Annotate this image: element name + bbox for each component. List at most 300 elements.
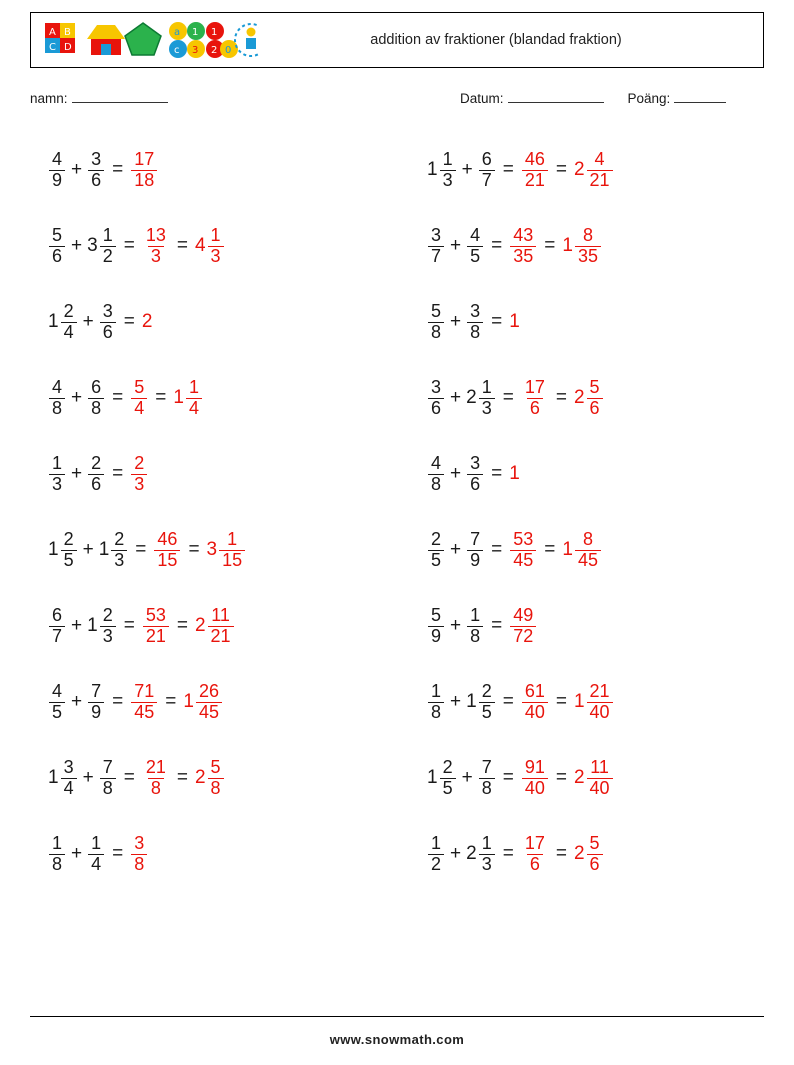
denominator: 8	[49, 854, 65, 874]
equals-symbol: =	[176, 615, 188, 636]
term-fraction	[99, 302, 117, 342]
answer	[130, 682, 158, 722]
numerator: 61	[524, 681, 545, 702]
denominator: 45	[510, 550, 536, 570]
numerator: 2	[114, 529, 125, 550]
answer-whole: 1	[562, 539, 573, 561]
footer-divider	[30, 1016, 764, 1017]
answer	[521, 682, 549, 722]
term-fraction	[60, 530, 78, 570]
term-fraction	[48, 682, 66, 722]
problem-row	[427, 816, 764, 892]
equals-symbol: =	[491, 539, 503, 560]
equals-symbol: =	[135, 539, 147, 560]
problem-row	[427, 512, 764, 588]
term-whole: 1	[48, 311, 59, 332]
numerator: 1	[52, 453, 63, 474]
svg-text:A: A	[49, 27, 56, 38]
numerator: 5	[52, 225, 63, 246]
plus-symbol: +	[461, 159, 473, 180]
answer	[195, 606, 235, 646]
numerator: 8	[582, 225, 593, 246]
answer-fraction	[185, 378, 203, 418]
term-fraction	[478, 834, 496, 874]
answer	[574, 150, 614, 190]
answer-whole: 2	[573, 843, 585, 865]
numerator: 5	[431, 605, 442, 626]
denominator: 3	[440, 170, 456, 190]
term-whole: 1	[48, 767, 59, 788]
problem-row	[427, 360, 764, 436]
numerator: 3	[91, 149, 102, 170]
answer-whole: 2	[141, 311, 153, 332]
denominator: 3	[111, 550, 127, 570]
denominator: 6	[587, 398, 603, 418]
answer	[509, 606, 537, 646]
equals-symbol: =	[544, 539, 556, 560]
term-fraction	[87, 682, 105, 722]
denominator: 8	[428, 702, 444, 722]
numerator: 3	[431, 225, 442, 246]
denominator: 6	[49, 246, 65, 266]
score-input-blank[interactable]	[674, 90, 726, 103]
plus-symbol: +	[71, 615, 83, 636]
term-fraction	[99, 606, 117, 646]
numerator: 2	[102, 605, 113, 626]
denominator: 9	[467, 550, 483, 570]
equals-symbol: =	[112, 843, 124, 864]
answer	[521, 378, 549, 418]
svg-text:C: C	[49, 42, 56, 53]
numerator: 5	[210, 757, 221, 778]
term-whole: 1	[98, 539, 110, 560]
term-fraction	[99, 758, 117, 798]
svg-text:a: a	[174, 27, 181, 38]
answer-fraction	[142, 226, 170, 266]
problem-row	[427, 132, 764, 208]
equals-symbol: =	[176, 767, 188, 788]
equals-symbol: =	[544, 235, 556, 256]
denominator: 40	[522, 702, 548, 722]
denominator: 8	[208, 778, 224, 798]
numerator: 6	[52, 605, 63, 626]
numerator: 5	[134, 377, 145, 398]
numerator: 1	[431, 833, 442, 854]
denominator: 18	[131, 170, 157, 190]
answer	[574, 834, 604, 874]
answer	[142, 758, 170, 798]
term-fraction	[466, 454, 484, 494]
denominator: 7	[479, 170, 495, 190]
answer-fraction	[509, 606, 537, 646]
denominator: 3	[208, 246, 224, 266]
numerator: 4	[52, 149, 63, 170]
numerator: 3	[470, 453, 481, 474]
problem-row	[427, 664, 764, 740]
denominator: 6	[527, 398, 543, 418]
numerator: 2	[431, 529, 442, 550]
plus-symbol: +	[450, 311, 462, 332]
numerator: 53	[513, 529, 534, 550]
denominator: 40	[587, 702, 613, 722]
numerator: 1	[188, 377, 199, 398]
denominator: 21	[208, 626, 234, 646]
plus-symbol: +	[450, 539, 462, 560]
equals-symbol: =	[502, 767, 514, 788]
answer-fraction	[218, 530, 246, 570]
term-fraction	[466, 530, 484, 570]
answer-fraction	[130, 834, 148, 874]
equals-symbol: =	[188, 539, 200, 560]
answer-fraction	[130, 454, 148, 494]
term-fraction	[60, 302, 78, 342]
svg-text:B: B	[64, 27, 71, 38]
answer	[521, 834, 549, 874]
term-fraction	[466, 302, 484, 342]
answer-fraction	[586, 378, 604, 418]
problem-row	[48, 360, 397, 436]
numerator: 3	[102, 301, 113, 322]
svg-text:1: 1	[211, 27, 218, 38]
answer	[130, 378, 148, 418]
answer	[509, 311, 521, 333]
denominator: 72	[510, 626, 536, 646]
term-fraction	[427, 834, 445, 874]
numerator: 4	[431, 453, 442, 474]
answer-fraction	[130, 150, 158, 190]
numerator: 5	[589, 377, 600, 398]
term-fraction	[466, 226, 484, 266]
date-label: Datum:	[460, 91, 504, 106]
denominator: 21	[587, 170, 613, 190]
answer-fraction	[130, 378, 148, 418]
denominator: 6	[527, 854, 543, 874]
term-fraction	[87, 834, 105, 874]
equals-symbol: =	[176, 235, 188, 256]
numerator: 91	[524, 757, 545, 778]
plus-symbol: +	[71, 463, 83, 484]
term-fraction	[99, 226, 117, 266]
answer-fraction	[153, 530, 181, 570]
problem-row	[427, 740, 764, 816]
answer	[173, 378, 203, 418]
term-fraction	[48, 454, 66, 494]
term-fraction	[427, 302, 445, 342]
plus-symbol: +	[71, 691, 83, 712]
plus-symbol: +	[450, 387, 462, 408]
numerator: 4	[470, 225, 481, 246]
term-fraction	[48, 606, 66, 646]
svg-text:3: 3	[192, 45, 199, 56]
numerator: 17	[524, 377, 545, 398]
denominator: 4	[61, 322, 77, 342]
answer	[574, 682, 614, 722]
numerator: 8	[582, 529, 593, 550]
svg-text:D: D	[64, 42, 72, 53]
answer	[521, 758, 549, 798]
numerator: 11	[211, 605, 230, 626]
numerator: 17	[134, 149, 155, 170]
problem-row	[48, 588, 397, 664]
plus-symbol: +	[450, 615, 462, 636]
term-fraction	[87, 150, 105, 190]
denominator: 4	[186, 398, 202, 418]
denominator: 7	[428, 246, 444, 266]
answer	[195, 226, 225, 266]
answer-fraction	[574, 226, 602, 266]
numerator: 1	[52, 833, 63, 854]
equals-symbol: =	[155, 387, 167, 408]
equals-symbol: =	[502, 159, 514, 180]
equals-symbol: =	[555, 691, 567, 712]
answer	[574, 758, 614, 798]
numerator: 2	[442, 757, 453, 778]
info-row	[30, 90, 764, 106]
answer	[142, 606, 170, 646]
answer-fraction	[509, 226, 537, 266]
answer-fraction	[521, 834, 549, 874]
denominator: 3	[49, 474, 65, 494]
problem-row	[48, 740, 397, 816]
numerator: 21	[589, 681, 610, 702]
plus-symbol: +	[71, 159, 83, 180]
problem-row	[48, 512, 397, 588]
denominator: 4	[88, 854, 104, 874]
numerator: 4	[52, 681, 63, 702]
answer-fraction	[130, 682, 158, 722]
problem-columns	[30, 132, 764, 892]
answer-fraction	[207, 606, 235, 646]
term-fraction	[48, 378, 66, 418]
answer	[195, 758, 225, 798]
problem-row	[48, 208, 397, 284]
term-fraction	[87, 454, 105, 494]
equals-symbol: =	[555, 843, 567, 864]
equals-symbol: =	[491, 311, 503, 332]
answer-whole: 4	[194, 235, 206, 257]
numerator: 1	[442, 149, 453, 170]
answer-fraction	[142, 758, 170, 798]
equals-symbol: =	[112, 463, 124, 484]
problem-row	[427, 208, 764, 284]
term-fraction	[60, 758, 78, 798]
numerator: 1	[431, 681, 442, 702]
equals-symbol: =	[123, 767, 135, 788]
answer-fraction	[574, 530, 602, 570]
term-fraction	[439, 758, 457, 798]
worksheet-page	[0, 12, 794, 1065]
problem-column-right	[397, 132, 764, 892]
problem-row	[48, 664, 397, 740]
answer-whole: 2	[573, 767, 585, 789]
answer-fraction	[586, 758, 614, 798]
answer	[521, 150, 549, 190]
term-fraction	[427, 530, 445, 570]
denominator: 6	[88, 170, 104, 190]
name-input-blank[interactable]	[72, 90, 168, 103]
numerator: 13	[145, 225, 166, 246]
answer	[142, 226, 170, 266]
answer-whole: 1	[509, 463, 520, 484]
equals-symbol: =	[555, 387, 567, 408]
denominator: 8	[479, 778, 495, 798]
answer	[207, 530, 247, 570]
numerator: 6	[481, 149, 492, 170]
term-whole: 1	[466, 691, 477, 712]
answer	[130, 454, 148, 494]
numerator: 1	[210, 225, 221, 246]
answer-fraction	[142, 606, 170, 646]
answer-fraction	[509, 530, 537, 570]
plus-symbol: +	[82, 539, 94, 560]
plus-symbol: +	[82, 311, 94, 332]
term-fraction	[48, 834, 66, 874]
answer-fraction	[586, 682, 614, 722]
numerator: 43	[513, 225, 534, 246]
denominator: 2	[100, 246, 116, 266]
equals-symbol: =	[123, 235, 135, 256]
numerator: 1	[91, 833, 102, 854]
denominator: 45	[131, 702, 157, 722]
svg-text:0: 0	[225, 45, 232, 56]
answer	[509, 226, 537, 266]
term-fraction	[48, 226, 66, 266]
equals-symbol: =	[502, 691, 514, 712]
equals-symbol: =	[502, 843, 514, 864]
denominator: 45	[196, 702, 222, 722]
denominator: 8	[100, 778, 116, 798]
denominator: 8	[148, 778, 164, 798]
denominator: 8	[88, 398, 104, 418]
numerator: 7	[102, 757, 113, 778]
problem-row	[427, 436, 764, 512]
term-fraction	[427, 454, 445, 494]
answer-whole: 2	[194, 767, 206, 789]
denominator: 21	[143, 626, 169, 646]
answer-whole: 2	[194, 615, 206, 637]
equals-symbol: =	[555, 767, 567, 788]
denominator: 15	[154, 550, 180, 570]
denominator: 35	[510, 246, 536, 266]
equals-symbol: =	[112, 159, 124, 180]
numerator: 2	[63, 529, 74, 550]
numerator: 71	[134, 681, 155, 702]
denominator: 5	[440, 778, 456, 798]
problem-row	[48, 284, 397, 360]
plus-symbol: +	[450, 843, 462, 864]
denominator: 6	[428, 398, 444, 418]
numerator: 3	[63, 757, 74, 778]
date-input-blank[interactable]	[508, 90, 604, 103]
problem-row	[427, 284, 764, 360]
denominator: 8	[467, 322, 483, 342]
denominator: 3	[148, 246, 164, 266]
term-fraction	[427, 226, 445, 266]
denominator: 8	[428, 322, 444, 342]
footer-site: www.snowmath.com	[329, 1032, 465, 1047]
term-fraction	[439, 150, 457, 190]
term-whole: 1	[427, 767, 438, 788]
denominator: 45	[575, 550, 601, 570]
answer	[562, 530, 602, 570]
answer-fraction	[521, 758, 549, 798]
numerator: 46	[157, 529, 178, 550]
plus-symbol: +	[82, 767, 94, 788]
problem-row	[48, 132, 397, 208]
colorful-blocks-logo-icon	[31, 16, 269, 64]
answer-whole: 3	[206, 539, 218, 561]
svg-text:2: 2	[211, 45, 218, 56]
denominator: 6	[100, 322, 116, 342]
denominator: 6	[88, 474, 104, 494]
answer	[142, 311, 154, 333]
numerator: 7	[470, 529, 481, 550]
denominator: 3	[131, 474, 147, 494]
numerator: 2	[134, 453, 145, 474]
answer-whole: 1	[573, 691, 585, 713]
numerator: 3	[134, 833, 145, 854]
denominator: 9	[428, 626, 444, 646]
denominator: 4	[131, 398, 147, 418]
denominator: 9	[88, 702, 104, 722]
numerator: 6	[91, 377, 102, 398]
denominator: 21	[522, 170, 548, 190]
numerator: 5	[589, 833, 600, 854]
denominator: 5	[479, 702, 495, 722]
term-whole: 2	[466, 387, 477, 408]
denominator: 4	[61, 778, 77, 798]
answer-whole: 1	[183, 691, 194, 713]
answer-fraction	[207, 758, 225, 798]
answer	[183, 682, 223, 722]
problem-row	[48, 816, 397, 892]
term-whole: 2	[466, 843, 477, 864]
denominator: 3	[479, 854, 495, 874]
equals-symbol: =	[123, 311, 135, 332]
equals-symbol: =	[555, 159, 567, 180]
plus-symbol: +	[71, 235, 83, 256]
term-fraction	[427, 606, 445, 646]
equals-symbol: =	[112, 691, 124, 712]
denominator: 40	[522, 778, 548, 798]
numerator: 21	[145, 757, 166, 778]
numerator: 53	[145, 605, 166, 626]
denominator: 5	[467, 246, 483, 266]
numerator: 7	[91, 681, 102, 702]
answer-fraction	[521, 150, 549, 190]
denominator: 6	[587, 854, 603, 874]
worksheet-title: addition av fraktioner (blandad fraktion)	[370, 32, 622, 48]
score-field-group	[628, 90, 727, 106]
denominator: 7	[49, 626, 65, 646]
denominator: 40	[587, 778, 613, 798]
answer-fraction	[521, 682, 549, 722]
answer	[153, 530, 181, 570]
denominator: 8	[428, 474, 444, 494]
numerator: 7	[481, 757, 492, 778]
numerator: 5	[431, 301, 442, 322]
numerator: 2	[481, 681, 492, 702]
numerator: 3	[470, 301, 481, 322]
denominator: 5	[49, 702, 65, 722]
answer-fraction	[207, 226, 225, 266]
name-field-group	[30, 90, 460, 106]
answer	[130, 150, 158, 190]
answer	[562, 226, 602, 266]
numerator: 1	[481, 833, 492, 854]
answer-whole: 2	[573, 159, 585, 181]
equals-symbol: =	[491, 615, 503, 636]
